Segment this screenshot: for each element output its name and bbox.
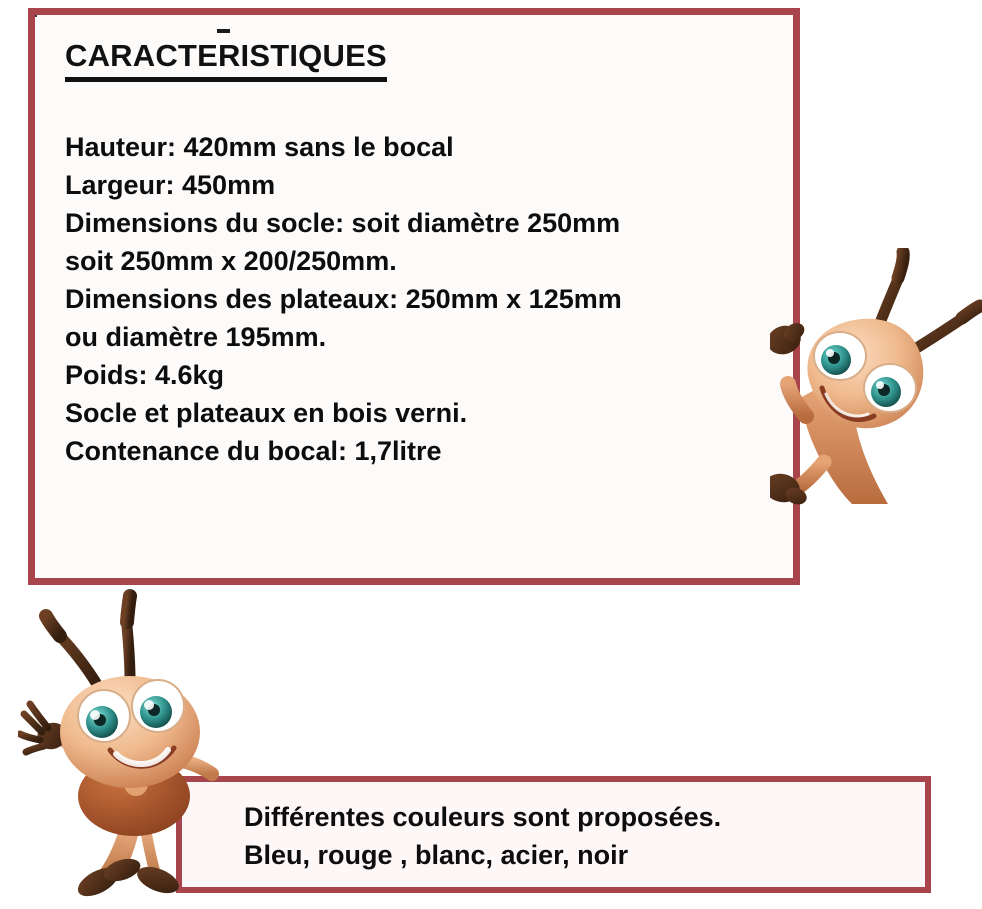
ant-foot-shape: [73, 855, 182, 902]
ant-waving-illustration: [18, 588, 248, 904]
colors-list: [244, 798, 721, 874]
panel-edge-artifact: [217, 29, 230, 33]
colors-panel: [176, 776, 931, 893]
ant-waving-icon: [18, 588, 248, 904]
heading-underline: [65, 77, 387, 82]
colors-line: Bleu, rouge , blanc, acier, noir: [244, 840, 629, 870]
ant-peeking-illustration: [770, 248, 982, 510]
colors-line: Différentes couleurs sont proposées.: [244, 802, 722, 832]
ant-arm-shape: [788, 384, 806, 416]
specifications-panel-surface: CARACTERISTIQUES Hauteur: 420mm sans le bocal Largeur: 450mm Dimensions du socle: soit diamètre 250mm soit 250mm x 200/250mm. Dimensions des plateaux: 250mm x 125mm ou diamètre 195mm. Poids: 4.6kg Socle et plateaux en bois verni. Contenance du bocal: 1,7litre: [35, 15, 37, 17]
antenna-shape: [46, 596, 130, 686]
ant-peeking-icon: [770, 248, 982, 510]
specifications-panel: [28, 8, 800, 585]
specifications-heading: [65, 38, 387, 82]
specifications-heading-text: CARACTERISTIQUES: [65, 38, 387, 73]
